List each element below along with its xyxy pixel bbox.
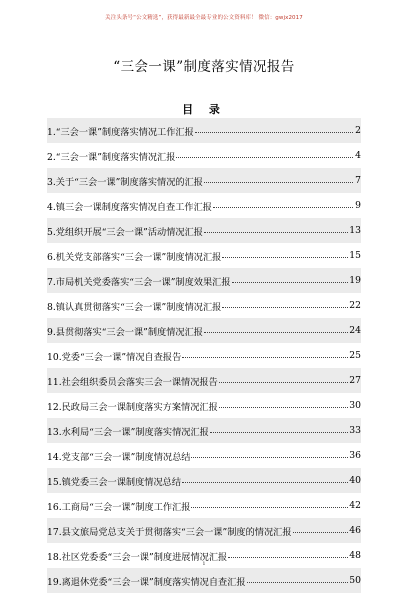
toc-entry[interactable]	[47, 318, 361, 343]
toc-entry-page: 46	[349, 525, 361, 536]
toc-entry[interactable]	[47, 193, 361, 218]
toc-entry[interactable]	[47, 268, 361, 293]
toc-leader-dots	[195, 132, 353, 133]
toc-entry[interactable]	[47, 343, 361, 368]
toc-entry[interactable]	[47, 243, 361, 268]
toc-entry-page: 27	[349, 375, 361, 386]
toc-leader-dots	[204, 332, 348, 333]
toc-leader-dots	[228, 557, 348, 558]
toc-leader-dots	[176, 157, 353, 158]
toc-leader-dots	[182, 482, 348, 483]
toc-entry[interactable]	[47, 518, 361, 543]
toc-leader-dots	[219, 407, 348, 408]
toc-leader-dots	[191, 507, 348, 508]
toc-entry-page: 22	[349, 300, 361, 311]
toc-leader-dots	[210, 432, 348, 433]
toc-entry-page: 24	[349, 325, 361, 336]
toc-entry-page: 42	[349, 500, 361, 511]
toc-entry-page: 15	[349, 250, 361, 261]
toc-leader-dots	[247, 582, 349, 583]
toc-leader-dots	[204, 232, 348, 233]
document-title: “三会一课”制度落实情况报告	[113, 59, 295, 75]
toc-entry[interactable]	[47, 118, 361, 143]
toc-entry[interactable]	[47, 468, 361, 493]
toc-entry-page: 25	[349, 350, 361, 361]
toc-entry-page: 50	[349, 575, 361, 586]
toc-entry-title: 14.党支部“三会一课”制度情况总结	[47, 451, 191, 463]
toc-entry-page: 19	[349, 275, 361, 286]
toc-heading: 目 录	[182, 103, 226, 116]
toc-entry-page: 30	[349, 400, 361, 411]
header-banner: 关注头条号“公文精选”，获得最新最全最专业的公文资料库！ 微信：gwjx2017	[105, 15, 303, 21]
toc-entry-title: 6.机关党支部落实“三会一课”制度情况汇报	[47, 251, 222, 263]
page-number: 1	[202, 561, 206, 567]
toc-entry-title: 3.关于“三会一课”制度落实情况的汇报	[47, 176, 203, 188]
toc-entry[interactable]	[47, 493, 361, 518]
toc-entry-title: 12.民政局三会一课制度落实方案情况汇报	[47, 401, 218, 413]
toc-leader-dots	[293, 532, 349, 533]
toc-entry[interactable]	[47, 568, 361, 593]
toc-leader-dots	[213, 207, 353, 208]
toc-entry[interactable]	[47, 293, 361, 318]
toc-entry[interactable]	[47, 143, 361, 168]
toc-leader-dots	[204, 182, 353, 183]
toc-entry-page: 7	[355, 175, 361, 186]
toc-leader-dots	[232, 282, 349, 283]
toc-leader-dots	[222, 257, 348, 258]
toc-entry-title: 18.社区党委委“三会一课”制度进展情况汇报	[47, 551, 228, 563]
toc-entry[interactable]	[47, 393, 361, 418]
toc-entry-page: 36	[349, 450, 361, 461]
toc-entry-title: 9.县贯彻落实“三会一课”制度情况汇报	[47, 326, 203, 338]
toc-leader-dots	[222, 307, 348, 308]
toc-entry-title: 17.县文旅局党总支关于贯彻落实“三会一课”制度的情况汇报	[47, 526, 292, 538]
toc-entry[interactable]	[47, 418, 361, 443]
toc-entry-title: 13.水利局“三会一课”制度落实情况汇报	[47, 426, 209, 438]
toc-entry-title: 2.“三会一课”制度落实情况汇报	[47, 151, 176, 163]
toc-entry-page: 9	[355, 200, 361, 211]
toc-entry-page: 13	[349, 225, 361, 236]
table-of-contents	[47, 118, 361, 593]
toc-entry-title: 1.“三会一课”制度落实情况工作汇报	[47, 126, 194, 138]
toc-entry[interactable]	[47, 368, 361, 393]
toc-entry-title: 4.镇三会一课制度落实情况自查工作汇报	[47, 201, 212, 213]
toc-leader-dots	[191, 457, 348, 458]
toc-entry-page: 48	[349, 550, 361, 561]
toc-entry-title: 5.党组织开展“三会一课”活动情况汇报	[47, 226, 203, 238]
toc-leader-dots	[219, 382, 348, 383]
toc-entry-title: 11.社会组织委员会落实三会一课情况报告	[47, 376, 218, 388]
toc-leader-dots	[182, 357, 348, 358]
toc-entry-title: 10.党委“三会一课”情况自查报告	[47, 351, 182, 363]
toc-entry-title: 8.镇认真贯彻落实“三会一课”制度情况汇报	[47, 301, 222, 313]
toc-entry-page: 2	[355, 125, 361, 136]
toc-entry-title: 7.市局机关党委落实“三会一课”制度效果汇报	[47, 276, 231, 288]
toc-entry-page: 33	[349, 425, 361, 436]
toc-entry[interactable]	[47, 443, 361, 468]
toc-entry-title: 16.工商局“三会一课”制度工作汇报	[47, 501, 191, 513]
toc-entry-title: 15.镇党委三会一课制度情况总结	[47, 476, 182, 488]
toc-entry[interactable]	[47, 218, 361, 243]
toc-entry[interactable]	[47, 168, 361, 193]
toc-entry-title: 19.离退休党委“三会一课”制度落实情况自查汇报	[47, 576, 246, 588]
toc-entry-page: 40	[349, 475, 361, 486]
toc-entry-page: 4	[355, 150, 361, 161]
